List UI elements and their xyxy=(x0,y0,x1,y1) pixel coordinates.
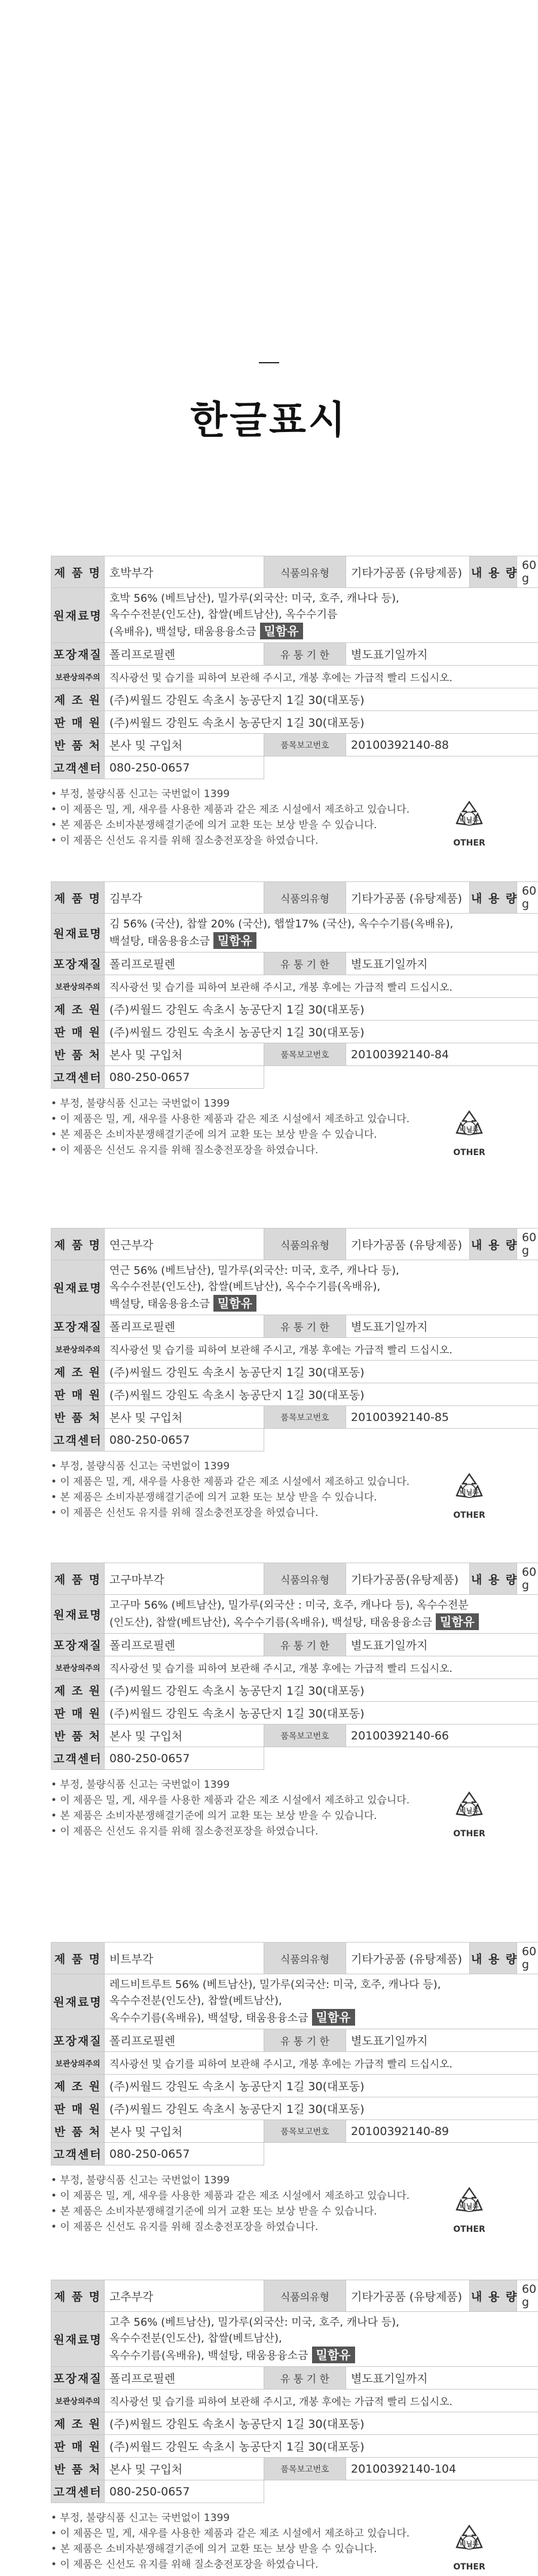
content-label: 내 용 량 xyxy=(470,1943,517,1974)
content-value: 60 g xyxy=(517,556,538,588)
return-value: 본사 및 구입처 xyxy=(105,1406,264,1429)
product-label-block xyxy=(51,881,537,1158)
food-type-label: 식품의유형 xyxy=(264,1563,346,1595)
seller-label: 판 매 원 xyxy=(51,1702,105,1725)
empty-cell xyxy=(264,2143,538,2165)
empty-cell xyxy=(264,2480,538,2503)
ingredients-value xyxy=(105,1974,538,2029)
ingredient-line: 레드비트루트 56% (베트남산), 밀가루(외국산: 미국, 호주, 캐나다 등), xyxy=(109,1978,441,1991)
expiry-label: 유 통 기 한 xyxy=(264,2367,346,2390)
ingredients-value xyxy=(105,914,538,952)
expiry-label: 유 통 기 한 xyxy=(264,2029,346,2052)
recycle-badge-text: 비닐류 xyxy=(460,2540,479,2548)
ingredient-line: 백설탕, 태움용융소금 밀함유 xyxy=(109,932,538,949)
return-label: 반 품 처 xyxy=(51,1725,105,1747)
notice-item: • 본 제품은 소비자분쟁해결기준에 의거 교환 또는 보상 받을 수 있습니다. xyxy=(51,1129,377,1141)
notice-item: • 부정, 불량식품 신고는 국번없이 1399 xyxy=(51,1779,230,1791)
report-no-value: 20100392140-104 xyxy=(346,2458,538,2480)
seller-value: (주)씨월드 강원도 속초시 농공단지 1길 30(대포동) xyxy=(105,2435,538,2458)
expiry-label: 유 통 기 한 xyxy=(264,1634,346,1656)
notice-item: • 이 제품은 신선도 유지를 위해 질소충전포장을 하였습니다. xyxy=(51,835,319,847)
notice-item: • 이 제품은 신선도 유지를 위해 질소충전포장을 하였습니다. xyxy=(51,1507,319,1519)
ingredients-label: 원재료명 xyxy=(51,914,105,952)
recycle-other-text: OTHER xyxy=(453,1511,485,1520)
manufacturer-value: (주)씨월드 강원도 속초시 농공단지 1길 30(대포동) xyxy=(105,1679,538,1702)
storage-label: 보관상의주의 xyxy=(51,2052,105,2075)
notice-item: • 이 제품은 밀, 게, 새우를 사용한 제품과 같은 제조 시설에서 제조하고 있습니다. xyxy=(51,2190,410,2202)
contains-wheat-badge: 밀함유 xyxy=(312,2009,355,2026)
report-no-label: 품목보고번호 xyxy=(264,2120,346,2143)
customer-center-label: 고객센터 xyxy=(51,1747,105,1770)
content-value: 60 g xyxy=(517,882,538,914)
seller-label: 판 매 원 xyxy=(51,2097,105,2120)
seller-label: 판 매 원 xyxy=(51,1383,105,1406)
recycle-other-text: OTHER xyxy=(453,1829,485,1839)
recycle-mark xyxy=(447,800,492,851)
customer-center-value: 080-250-0657 xyxy=(105,1429,264,1451)
ingredient-line: 김 56% (국산), 찹쌀 20% (국산), 햅쌀17% (국산), 옥수수기름(옥배유), xyxy=(109,918,454,930)
packaging-label: 포장재질 xyxy=(51,643,105,666)
packaging-label: 포장재질 xyxy=(51,2367,105,2390)
report-no-label: 품목보고번호 xyxy=(264,1043,346,1066)
notice-item: • 부정, 불량식품 신고는 국번없이 1399 xyxy=(51,1098,230,1110)
storage-label: 보관상의주의 xyxy=(51,2390,105,2412)
product-info-table xyxy=(51,881,538,1089)
recycle-other-text: OTHER xyxy=(453,838,485,848)
return-label: 반 품 처 xyxy=(51,2120,105,2143)
report-no-value: 20100392140-84 xyxy=(346,1043,538,1066)
food-type-value: 기타가공품 (유탕제품) xyxy=(346,882,470,914)
seller-value: (주)씨월드 강원도 속초시 농공단지 1길 30(대포동) xyxy=(105,1021,538,1043)
ingredient-line: 호박 56% (베트남산), 밀가루(외국산: 미국, 호주, 캐나다 등), xyxy=(109,592,399,605)
contains-wheat-badge: 밀함유 xyxy=(213,932,256,949)
food-type-label: 식품의유형 xyxy=(264,882,346,914)
ingredient-line: 옥수수전분(인도산), 찹쌀(베트남산), xyxy=(109,2332,282,2345)
product-name-label: 제 품 명 xyxy=(51,882,105,914)
customer-center-label: 고객센터 xyxy=(51,1429,105,1451)
manufacturer-value: (주)씨월드 강원도 속초시 농공단지 1길 30(대포동) xyxy=(105,2412,538,2435)
content-value: 60 g xyxy=(517,1229,538,1260)
seller-value: (주)씨월드 강원도 속초시 농공단지 1길 30(대포동) xyxy=(105,1383,538,1406)
seller-value: (주)씨월드 강원도 속초시 농공단지 1길 30(대포동) xyxy=(105,2097,538,2120)
product-name-value: 비트부각 xyxy=(105,1943,264,1974)
content-label: 내 용 량 xyxy=(470,556,517,588)
ingredients-value xyxy=(105,1260,538,1315)
customer-center-label: 고객센터 xyxy=(51,756,105,779)
recycle-mark xyxy=(447,1790,492,1842)
seller-label: 판 매 원 xyxy=(51,2435,105,2458)
storage-value: 직사광선 및 습기를 피하여 보관해 주시고, 개봉 후에는 가급적 빨리 드십시오. xyxy=(105,975,538,998)
seller-label: 판 매 원 xyxy=(51,711,105,734)
notice-item: • 본 제품은 소비자분쟁해결기준에 의거 교환 또는 보상 받을 수 있습니다. xyxy=(51,2206,377,2217)
food-type-value: 기타가공품 (유탕제품) xyxy=(346,1229,470,1260)
storage-label: 보관상의주의 xyxy=(51,975,105,998)
expiry-label: 유 통 기 한 xyxy=(264,1315,346,1338)
manufacturer-label: 제 조 원 xyxy=(51,998,105,1021)
notice-list xyxy=(51,1459,505,1521)
contains-wheat-badge: 밀함유 xyxy=(436,1613,479,1630)
ingredient-line: 옥수수전분(인도산), 찹쌀(베트남산), 옥수수기름 xyxy=(109,608,338,621)
customer-center-value: 080-250-0657 xyxy=(105,1747,264,1770)
notice-item: • 이 제품은 밀, 게, 새우를 사용한 제품과 같은 제조 시설에서 제조하고 있습니다. xyxy=(51,804,410,816)
packaging-label: 포장재질 xyxy=(51,1634,105,1656)
notice-item: • 부정, 불량식품 신고는 국번없이 1399 xyxy=(51,788,230,800)
expiry-value: 별도표기일까지 xyxy=(346,1315,538,1338)
storage-value: 직사광선 및 습기를 피하여 보관해 주시고, 개봉 후에는 가급적 빨리 드십시오. xyxy=(105,2390,538,2412)
packaging-label: 포장재질 xyxy=(51,1315,105,1338)
notice-item: • 이 제품은 신선도 유지를 위해 질소충전포장을 하였습니다. xyxy=(51,2221,319,2233)
packaging-value: 폴리프로필렌 xyxy=(105,952,264,975)
product-name-label: 제 품 명 xyxy=(51,1229,105,1260)
seller-label: 판 매 원 xyxy=(51,1021,105,1043)
notice-item: • 본 제품은 소비자분쟁해결기준에 의거 교환 또는 보상 받을 수 있습니다. xyxy=(51,1810,377,1822)
return-label: 반 품 처 xyxy=(51,1043,105,1066)
food-type-label: 식품의유형 xyxy=(264,1943,346,1974)
recycle-badge-text: 비닐류 xyxy=(460,1126,479,1134)
content-label: 내 용 량 xyxy=(470,2280,517,2312)
product-name-value: 김부각 xyxy=(105,882,264,914)
product-name-label: 제 품 명 xyxy=(51,1943,105,1974)
product-label-block xyxy=(51,556,537,849)
product-name-label: 제 품 명 xyxy=(51,1563,105,1595)
expiry-value: 별도표기일까지 xyxy=(346,643,538,666)
expiry-value: 별도표기일까지 xyxy=(346,2367,538,2390)
expiry-value: 별도표기일까지 xyxy=(346,1634,538,1656)
manufacturer-value: (주)씨월드 강원도 속초시 농공단지 1길 30(대포동) xyxy=(105,688,538,711)
recycle-badge-text: 비닐류 xyxy=(460,1488,479,1496)
expiry-value: 별도표기일까지 xyxy=(346,952,538,975)
manufacturer-value: (주)씨월드 강원도 속초시 농공단지 1길 30(대포동) xyxy=(105,1361,538,1383)
content-value: 60 g xyxy=(517,1563,538,1595)
storage-label: 보관상의주의 xyxy=(51,666,105,688)
contains-wheat-badge: 밀함유 xyxy=(213,1295,256,1312)
ingredient-line: 옥수수기름(옥배유), 백설탕, 태움용융소금 밀함유 xyxy=(109,2347,538,2364)
ingredient-line: 연근 56% (베트남산), 밀가루(외국산: 미국, 호주, 캐나다 등), xyxy=(109,1264,399,1277)
content-value: 60 g xyxy=(517,2280,538,2312)
product-label-block xyxy=(51,1942,537,2235)
customer-center-value: 080-250-0657 xyxy=(105,756,264,779)
report-no-value: 20100392140-89 xyxy=(346,2120,538,2143)
customer-center-label: 고객센터 xyxy=(51,2480,105,2503)
ingredients-label: 원재료명 xyxy=(51,1595,105,1634)
notice-item: • 본 제품은 소비자분쟁해결기준에 의거 교환 또는 보상 받을 수 있습니다. xyxy=(51,819,377,831)
product-label-block xyxy=(51,1563,537,1839)
product-info-table xyxy=(51,2280,538,2503)
notice-item: • 본 제품은 소비자분쟁해결기준에 의거 교환 또는 보상 받을 수 있습니다. xyxy=(51,1491,377,1503)
report-no-label: 품목보고번호 xyxy=(264,734,346,756)
product-name-value: 호박부각 xyxy=(105,556,264,588)
notice-list xyxy=(51,1777,505,1839)
packaging-value: 폴리프로필렌 xyxy=(105,2367,264,2390)
return-value: 본사 및 구입처 xyxy=(105,2120,264,2143)
food-type-value: 기타가공품 (유탕제품) xyxy=(346,2280,470,2312)
content-label: 내 용 량 xyxy=(470,1229,517,1260)
notice-item: • 부정, 불량식품 신고는 국번없이 1399 xyxy=(51,2512,230,2524)
ingredients-label: 원재료명 xyxy=(51,1260,105,1315)
return-label: 반 품 처 xyxy=(51,2458,105,2480)
packaging-value: 폴리프로필렌 xyxy=(105,1315,264,1338)
customer-center-value: 080-250-0657 xyxy=(105,1066,264,1089)
product-name-value: 고추부각 xyxy=(105,2280,264,2312)
food-type-label: 식품의유형 xyxy=(264,1229,346,1260)
ingredient-line: (옥배유), 백설탕, 태움용융소금 밀함유 xyxy=(109,623,538,640)
empty-cell xyxy=(264,1066,538,1089)
return-label: 반 품 처 xyxy=(51,1406,105,1429)
report-no-value: 20100392140-66 xyxy=(346,1725,538,1747)
product-name-value: 고구마부각 xyxy=(105,1563,264,1595)
page-title: 한글표시 xyxy=(190,399,348,443)
recycle-other-text: OTHER xyxy=(453,2225,485,2234)
expiry-value: 별도표기일까지 xyxy=(346,2029,538,2052)
storage-value: 직사광선 및 습기를 피하여 보관해 주시고, 개봉 후에는 가급적 빨리 드십시오. xyxy=(105,2052,538,2075)
packaging-value: 폴리프로필렌 xyxy=(105,2029,264,2052)
product-label-block xyxy=(51,1228,537,1521)
ingredient-line: 백설탕, 태움용융소금 밀함유 xyxy=(109,1295,538,1312)
ingredients-value xyxy=(105,588,538,643)
storage-value: 직사광선 및 습기를 피하여 보관해 주시고, 개봉 후에는 가급적 빨리 드십시오. xyxy=(105,1338,538,1361)
recycle-badge-text: 비닐류 xyxy=(460,816,479,824)
notice-list xyxy=(51,2510,505,2572)
content-label: 내 용 량 xyxy=(470,1563,517,1595)
product-label-block xyxy=(51,2280,537,2572)
customer-center-label: 고객센터 xyxy=(51,1066,105,1089)
manufacturer-value: (주)씨월드 강원도 속초시 농공단지 1길 30(대포동) xyxy=(105,998,538,1021)
manufacturer-value: (주)씨월드 강원도 속초시 농공단지 1길 30(대포동) xyxy=(105,2075,538,2097)
return-value: 본사 및 구입처 xyxy=(105,2458,264,2480)
storage-value: 직사광선 및 습기를 피하여 보관해 주시고, 개봉 후에는 가급적 빨리 드십시오. xyxy=(105,1656,538,1679)
notice-list xyxy=(51,1096,505,1158)
manufacturer-label: 제 조 원 xyxy=(51,1679,105,1702)
ingredients-label: 원재료명 xyxy=(51,2312,105,2367)
packaging-label: 포장재질 xyxy=(51,952,105,975)
manufacturer-label: 제 조 원 xyxy=(51,1361,105,1383)
expiry-label: 유 통 기 한 xyxy=(264,643,346,666)
product-info-table xyxy=(51,1942,538,2165)
food-type-value: 기타가공품 (유탕제품) xyxy=(346,556,470,588)
notice-item: • 이 제품은 밀, 게, 새우를 사용한 제품과 같은 제조 시설에서 제조하고 있습니다. xyxy=(51,1113,410,1125)
product-name-value: 연근부각 xyxy=(105,1229,264,1260)
notice-item: • 부정, 불량식품 신고는 국번없이 1399 xyxy=(51,1460,230,1472)
return-label: 반 품 처 xyxy=(51,734,105,756)
notice-item: • 이 제품은 밀, 게, 새우를 사용한 제품과 같은 제조 시설에서 제조하고 있습니다. xyxy=(51,1794,410,1806)
food-type-value: 기타가공품 (유탕제품) xyxy=(346,1943,470,1974)
food-type-label: 식품의유형 xyxy=(264,2280,346,2312)
ingredients-value xyxy=(105,1595,538,1634)
product-name-label: 제 품 명 xyxy=(51,2280,105,2312)
report-no-label: 품목보고번호 xyxy=(264,1725,346,1747)
content-value: 60 g xyxy=(517,1943,538,1974)
ingredient-line: 고추 56% (베트남산), 밀가루(외국산: 미국, 호주, 캐나다 등), xyxy=(109,2316,399,2329)
ingredient-line: 옥수수기름(옥배유), 백설탕, 태움용융소금 밀함유 xyxy=(109,2009,538,2026)
product-info-table xyxy=(51,1228,538,1451)
report-no-label: 품목보고번호 xyxy=(264,1406,346,1429)
contains-wheat-badge: 밀함유 xyxy=(260,623,303,639)
seller-value: (주)씨월드 강원도 속초시 농공단지 1길 30(대포동) xyxy=(105,711,538,734)
recycle-badge-text: 비닐류 xyxy=(460,2203,479,2210)
ingredients-label: 원재료명 xyxy=(51,588,105,643)
title-divider xyxy=(259,362,279,363)
empty-cell xyxy=(264,1747,538,1770)
notice-list xyxy=(51,2173,505,2235)
return-value: 본사 및 구입처 xyxy=(105,734,264,756)
recycle-other-text: OTHER xyxy=(453,2562,485,2572)
contains-wheat-badge: 밀함유 xyxy=(312,2347,355,2363)
ingredient-line: 고구마 56% (베트남산), 밀가루(외국산 : 미국, 호주, 캐나다 등), 옥수수전분 xyxy=(109,1599,469,1612)
food-type-value: 기타가공품(유탕제품) xyxy=(346,1563,470,1595)
return-value: 본사 및 구입처 xyxy=(105,1725,264,1747)
ingredient-line: (인도산), 찹쌀(베트남산), 옥수수기름(옥배유), 백설탕, 태움용융소금 밀함유 xyxy=(109,1613,538,1631)
notice-item: • 이 제품은 신선도 유지를 위해 질소충전포장을 하였습니다. xyxy=(51,1144,319,1156)
storage-label: 보관상의주의 xyxy=(51,1338,105,1361)
ingredient-line: 옥수수전분(인도산), 찹쌀(베트남산), 옥수수기름(옥배유), xyxy=(109,1281,381,1293)
content-label: 내 용 량 xyxy=(470,882,517,914)
storage-label: 보관상의주의 xyxy=(51,1656,105,1679)
notice-item: • 이 제품은 밀, 게, 새우를 사용한 제품과 같은 제조 시설에서 제조하고 있습니다. xyxy=(51,1476,410,1488)
ingredient-line: 옥수수전분(인도산), 찹쌀(베트남산), xyxy=(109,1995,282,2007)
empty-cell xyxy=(264,756,538,779)
recycle-other-text: OTHER xyxy=(453,1148,485,1157)
report-no-value: 20100392140-85 xyxy=(346,1406,538,1429)
recycle-mark xyxy=(447,1472,492,1523)
notice-item: • 이 제품은 신선도 유지를 위해 질소충전포장을 하였습니다. xyxy=(51,1825,319,1837)
report-no-value: 20100392140-88 xyxy=(346,734,538,756)
customer-center-label: 고객센터 xyxy=(51,2143,105,2165)
notice-item: • 이 제품은 신선도 유지를 위해 질소충전포장을 하였습니다. xyxy=(51,2559,319,2571)
manufacturer-label: 제 조 원 xyxy=(51,688,105,711)
recycle-mark xyxy=(447,1109,492,1160)
product-info-table xyxy=(51,1563,538,1770)
manufacturer-label: 제 조 원 xyxy=(51,2412,105,2435)
storage-value: 직사광선 및 습기를 피하여 보관해 주시고, 개봉 후에는 가급적 빨리 드십시오. xyxy=(105,666,538,688)
notice-item: • 이 제품은 밀, 게, 새우를 사용한 제품과 같은 제조 시설에서 제조하고 있습니다. xyxy=(51,2528,410,2540)
customer-center-value: 080-250-0657 xyxy=(105,2480,264,2503)
ingredients-label: 원재료명 xyxy=(51,1974,105,2029)
empty-cell xyxy=(264,1429,538,1451)
packaging-value: 폴리프로필렌 xyxy=(105,1634,264,1656)
ingredients-value xyxy=(105,2312,538,2367)
packaging-value: 폴리프로필렌 xyxy=(105,643,264,666)
notice-item: • 부정, 불량식품 신고는 국번없이 1399 xyxy=(51,2174,230,2186)
recycle-mark xyxy=(447,2186,492,2237)
customer-center-value: 080-250-0657 xyxy=(105,2143,264,2165)
recycle-mark xyxy=(447,2523,492,2575)
return-value: 본사 및 구입처 xyxy=(105,1043,264,1066)
seller-value: (주)씨월드 강원도 속초시 농공단지 1길 30(대포동) xyxy=(105,1702,538,1725)
food-type-label: 식품의유형 xyxy=(264,556,346,588)
notice-item: • 본 제품은 소비자분쟁해결기준에 의거 교환 또는 보상 받을 수 있습니다. xyxy=(51,2543,377,2555)
recycle-badge-text: 비닐류 xyxy=(460,1807,479,1815)
expiry-label: 유 통 기 한 xyxy=(264,952,346,975)
report-no-label: 품목보고번호 xyxy=(264,2458,346,2480)
product-name-label: 제 품 명 xyxy=(51,556,105,588)
packaging-label: 포장재질 xyxy=(51,2029,105,2052)
notice-list xyxy=(51,786,505,849)
product-info-table xyxy=(51,556,538,779)
manufacturer-label: 제 조 원 xyxy=(51,2075,105,2097)
